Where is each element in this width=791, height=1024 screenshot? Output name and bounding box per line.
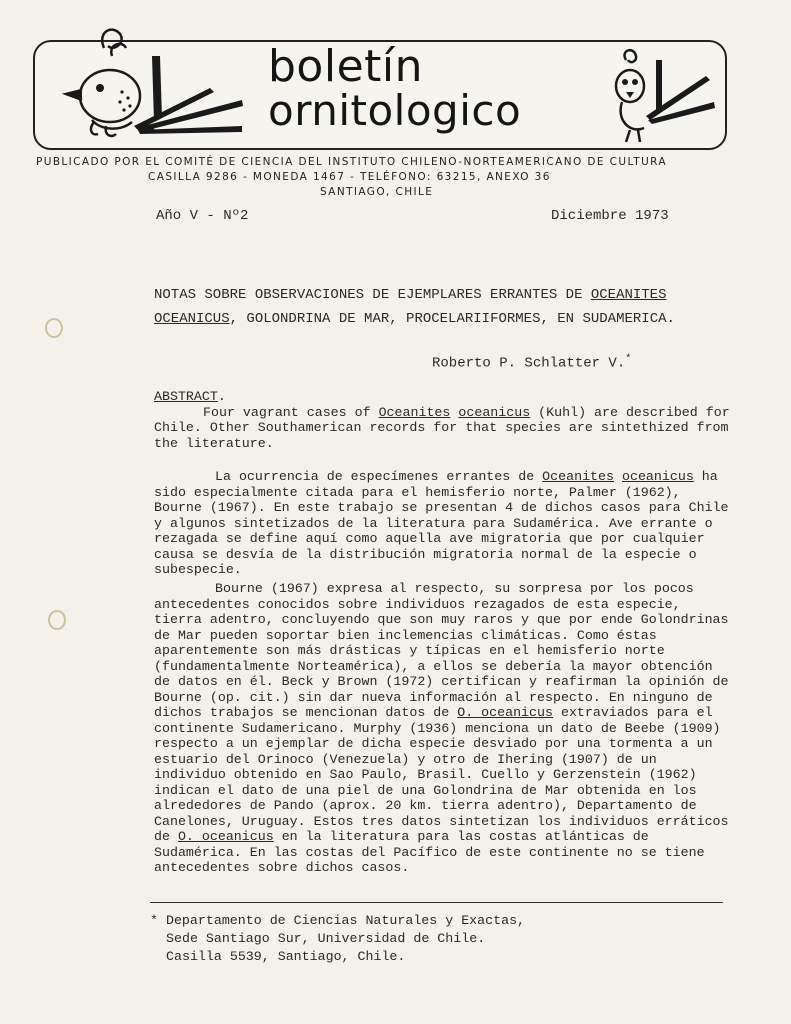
abstract-genus: Oceanites xyxy=(378,404,451,420)
article-title-genus: OCEANITES xyxy=(590,287,667,303)
footnote-line2: Sede Santiago Sur, Universidad de Chile. xyxy=(166,931,486,946)
binder-hole-mark xyxy=(48,610,66,630)
abstract-text: (Kuhl) are described for Chile. Other Southamerican records for that species are sintethized from the literature. xyxy=(154,404,730,451)
author xyxy=(432,354,631,372)
paragraph-2 xyxy=(154,581,734,876)
species-ref: O. oceanicus xyxy=(177,829,274,844)
footnote-line1: * Departamento de Ciencias Naturales y Exactas, xyxy=(150,913,526,928)
paragraph-text: Bourne (1967) expresa al respecto, su sorpresa por los pocos antecedentes conocidos sobre individuos rezagados de esta especie, tierra adentro, concluyendo que son muy raros y que por ende Golondrinas de Mar pueden soportar bien inclemencias climáticas. Como éstas aparentemente son más drásticas y típicas en el hemisferio norte (fundamentalmente Norteamérica), a ellos se debería la mayor obtención de datos en él. Beck y Brown (1972) certifican y reafirman la opinión de Bourne (op. cit.) sin dar nueva información al respecto. En ninguno de dichos trabajos se mencionan datos de xyxy=(154,581,729,720)
title-line2: ornitologico xyxy=(268,86,522,135)
issue-date: Diciembre 1973 xyxy=(551,208,669,224)
abstract: ABSTRACT. Four vagrant cases of Oceanites oceanicus (Kuhl) are described for Chile. Other Southamerican records for that species are sintethized from the literature. xyxy=(154,389,730,451)
masthead-title xyxy=(268,41,522,135)
paragraph-text: La ocurrencia de especímenes errantes de xyxy=(215,469,543,484)
issue-volume: Año V - Nº2 xyxy=(156,208,249,224)
article-title-part: NOTAS SOBRE OBSERVACIONES DE EJEMPLARES ERRANTES DE xyxy=(154,287,591,303)
publisher-block xyxy=(36,155,726,200)
article-title-species: OCEANICUS xyxy=(154,311,230,327)
publisher-line1: PUBLICADO POR EL COMITÉ DE CIENCIA DEL INSTITUTO CHILENO-NORTEAMERICANO DE CULTURA xyxy=(36,156,668,168)
binder-hole-mark xyxy=(45,318,63,338)
author-footnote-mark: * xyxy=(625,354,632,365)
species-genus: Oceanites xyxy=(542,469,614,484)
footnote-line3: Casilla 5539, Santiago, Chile. xyxy=(166,949,406,964)
species-name: oceanicus xyxy=(621,469,694,484)
author-name: Roberto P. Schlatter V. xyxy=(432,355,626,372)
species-ref: O. oceanicus xyxy=(457,705,553,720)
publisher-line3: SANTIAGO, CHILE xyxy=(320,186,434,198)
paragraph-1 xyxy=(154,469,734,578)
paragraph-text: ha sido especialmente citada para el hemisferio norte, Palmer (1962), Bourne (1967). En este trabajo se presentan 4 de dichos casos para Chile y algunos sintetizados de la literatura para Sudamérica. Ave errante o rezagada se define aquí como aquella ave migratoria que por cualquier causa se desvía de la distribución migratoria normal de la especie o subespecie. xyxy=(154,469,729,577)
paragraph-text: extraviados para el continente Sudamericano. Murphy (1936) menciona un dato de Beebe (1909) respecto a un ejemplar de dicha especie desviado por una tormenta a un estuario del Orinoco (Venezuela) y otro de Ihering (1907) de un individuo obtenido en Sao Paulo, Brasil. Cuello y Gerzenstein (1962) indican el dato de una piel de una Golondrina de Mar obtenida en los alrededores de Pando (aprox. 20 km. tierra adentro), Departamento de Canelones, Uruguay. Estos tres datos sintetizan los individuos erráticos de xyxy=(154,705,729,844)
footnote xyxy=(150,912,525,966)
abstract-species: oceanicus xyxy=(458,404,531,420)
abstract-text: Four vagrant cases of xyxy=(203,404,379,420)
paragraph-text: en la literatura para las costas atlánticas de Sudamérica. En las costas del Pacífico de este continente no se tiene antecedentes sobre dichos casos. xyxy=(154,829,705,875)
footnote-divider xyxy=(150,902,723,903)
title-line1: boletín xyxy=(268,41,424,92)
article-title-part: , GOLONDRINA DE MAR, PROCELARIIFORMES, EN SUDAMERICA. xyxy=(229,311,675,327)
bird-right-icon xyxy=(600,46,716,144)
publisher-line2: CASILLA 9286 - MONEDA 1467 - TELÉFONO: 63215, ANEXO 36 xyxy=(148,171,551,183)
abstract-heading: ABSTRACT xyxy=(154,389,218,404)
bird-left-icon xyxy=(42,18,247,146)
article-title xyxy=(154,283,675,331)
